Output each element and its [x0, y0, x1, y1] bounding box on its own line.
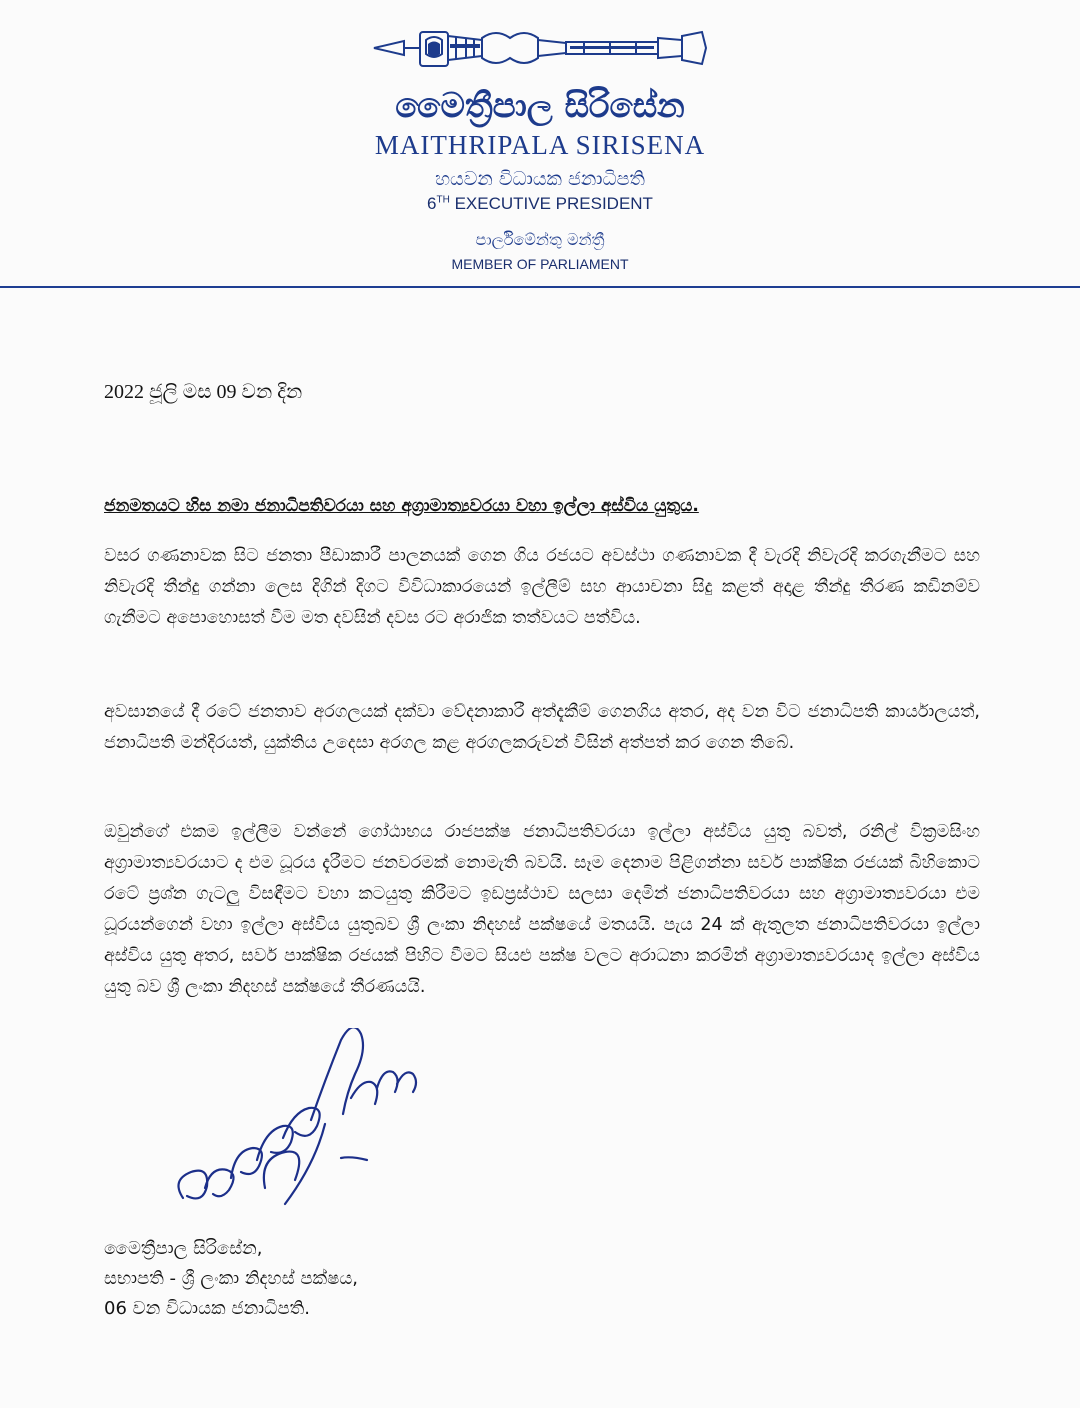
letterhead-name-sinhala: මෛත්‍රීපාල සිරිසේන [395, 86, 685, 126]
title-ordinal-suffix: TH [436, 194, 450, 206]
letterhead-role-english: MEMBER OF PARLIAMENT [451, 256, 629, 272]
mace-icon [370, 26, 710, 82]
letterhead-title-english [0, 194, 1080, 214]
paragraph-3: ඔවුන්ගේ එකම ඉල්ලීම වන්නේ ගෝඨාභය රාජපක්ෂ ජනාධිපතිවරයා ඉල්ලා අස්විය යුතු බවත්, රනිල් වික්‍රමසිංහ අග්‍රාමාත්‍යවරයාට ද එම ධූරය දැරීමට ජනවරමක් නොමැති බවයි. සෑම දෙනාම පිළිගන්නා සර්ව පාක්ෂික රජයක් බිහිකොට රටේ ප්‍රශ්න ගැටලු විසඳීමට වහා කටයුතු කිරීමට ඉඩප්‍රස්ථාව සලසා දෙමින් ජනාධිපතිවරයා සහ අග්‍රාමාත්‍යවරයා එම ධූරයන්ගෙන් වහා ඉල්ලා අස්විය යුතුබව ශ්‍රී ලංකා නිදහස් පක්ෂයේ මතයයි. පැය 24 ක් ඇතුලත ජනාධිපතිවරයා ඉල්ලා අස්විය යුතු අතර, සර්ව පාක්ෂික රජයක් පිහිට වීමට සියළු පක්ෂ වලට අරාධනා කරමින් අග්‍රාමාත්‍යවරයාද ඉල්ලා අස්විය යුතු බව ශ්‍රී ලංකා නිදහස් පක්ෂයේ තීරණයයි. [104, 822, 981, 997]
closing-position: සභාපති - ශ්‍රී ලංකා නිදහස් පක්ෂය, [104, 1268, 359, 1289]
closing-title: 06 වන විධායක ජනාධිපති. [104, 1298, 310, 1319]
letter-subject: ජනමතයට හිස නමා ජනාධිපතිවරයා සහ අග්‍රාමාත්‍යවරයා වහා ඉල්ලා අස්විය යුතුය. [104, 496, 699, 516]
closing-block [104, 1234, 358, 1324]
paragraph-1: වසර ගණනාවක සිට ජනතා පීඩාකාරී පාලනයක් ගෙන ගිය රජයට අවස්ථා ගණනාවක දී වැරදි නිවැරදි කරගැනීමට සහ නිවැරදි තීන්දු ගන්නා ලෙස දිගින් දිගට විවිධාකාරයෙන් ඉල්ලීම් සහ ආයාචනා සිදු කළත් අදාළ තීන්දු තීරණ කඩිනම්ව ගැනීමට අපොහොසත් වීම මත දවසින් දවස රට අරාජික තත්වයට පත්විය. [104, 546, 980, 628]
letterhead-role-sinhala: පාර්ලිමේන්තු මන්ත්‍රී [475, 230, 605, 249]
letter-date: 2022 ජූලි මස 09 වන දින [104, 381, 303, 403]
closing-name: මෛත්‍රීපාල සිරිසේන, [104, 1238, 263, 1259]
title-rest: EXECUTIVE PRESIDENT [449, 194, 653, 213]
letterhead-name-english: MAITHRIPALA SIRISENA [374, 130, 706, 160]
handwritten-signature [165, 1028, 465, 1228]
letterhead-title-sinhala: හයවන විධායක ජනාධිපති [435, 168, 645, 190]
letterhead-divider [0, 286, 1080, 288]
title-ordinal-number: 6 [427, 194, 437, 213]
letterhead [0, 0, 1080, 300]
paragraph-2: අවසානයේ දී රටේ ජනතාව අරගලයක් දක්වා වේදනාකාරී අත්දැකීම් ගෙනගිය අතර, අද වන විට ජනාධිපති කාර්යාලයත්, ජනාධිපති මන්දිරයත්, යුක්තිය උදෙසා අරගල කළ අරගලකරුවන් විසින් අත්පත් කර ගෙන තිබේ. [104, 702, 980, 753]
